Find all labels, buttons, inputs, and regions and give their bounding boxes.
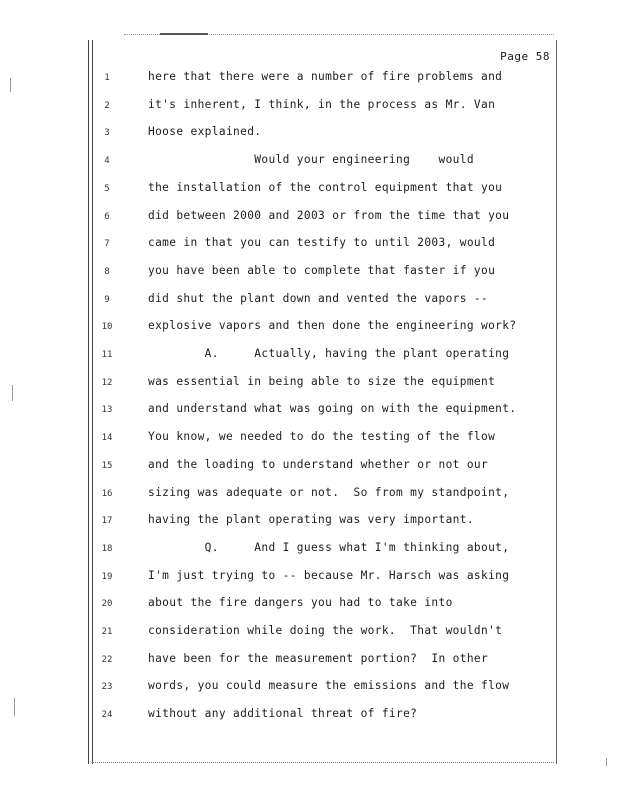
line-number: 24 bbox=[101, 710, 113, 721]
transcript-line bbox=[0, 679, 618, 699]
line-text: here that there were a number of fire problems and bbox=[148, 70, 503, 83]
transcript-line bbox=[0, 236, 618, 256]
line-number: 21 bbox=[101, 627, 113, 637]
transcript-line bbox=[0, 98, 618, 118]
transcript-line bbox=[0, 569, 618, 589]
line-text: did between 2000 and 2003 or from the time that you bbox=[148, 208, 510, 222]
transcript-line bbox=[0, 209, 618, 229]
transcript-line bbox=[0, 292, 618, 312]
line-text: was essential in being able to size the equipment bbox=[148, 374, 496, 388]
line-text: I'm just trying to -- because Mr. Harsch was asking bbox=[148, 568, 510, 582]
transcript-line bbox=[0, 596, 618, 616]
transcript-line bbox=[0, 486, 618, 506]
transcript-line bbox=[0, 652, 618, 672]
line-number: 14 bbox=[101, 433, 113, 444]
line-number: 12 bbox=[101, 377, 113, 388]
transcript-line bbox=[0, 707, 618, 727]
scan-speck bbox=[606, 758, 607, 766]
line-text: came in that you can testify to until 2003, would bbox=[148, 236, 496, 250]
transcript-line bbox=[0, 430, 618, 450]
line-number: 15 bbox=[101, 460, 113, 471]
line-text: sizing was adequate or not. So from my standpoint, bbox=[148, 485, 510, 499]
line-text: You know, we needed to do the testing of the flow bbox=[148, 430, 496, 444]
line-number: 16 bbox=[101, 488, 113, 499]
line-number: 20 bbox=[101, 599, 113, 610]
line-text: explosive vapors and then done the engineering work? bbox=[148, 319, 517, 333]
transcript-line bbox=[0, 513, 618, 533]
line-number: 1 bbox=[104, 73, 110, 83]
page-number: Page 58 bbox=[500, 50, 550, 63]
line-text: did shut the plant down and vented the vapors -- bbox=[148, 291, 489, 305]
line-text: and the loading to understand whether or not our bbox=[148, 457, 489, 471]
line-text: without any additional threat of fire? bbox=[148, 707, 418, 721]
transcript-line bbox=[0, 347, 618, 367]
line-text: words, you could measure the emissions and the flow bbox=[148, 679, 510, 693]
line-text: Q. And I guess what I'm thinking about, bbox=[148, 540, 510, 554]
transcript-line bbox=[0, 458, 618, 478]
line-number: 5 bbox=[104, 183, 110, 194]
line-number: 22 bbox=[101, 654, 113, 665]
header-mark bbox=[160, 33, 208, 35]
line-number: 23 bbox=[101, 682, 113, 693]
line-text: about the fire dangers you had to take into bbox=[148, 596, 453, 610]
line-text: A. Actually, having the plant operating bbox=[148, 347, 510, 360]
line-text: having the plant operating was very important. bbox=[148, 513, 474, 527]
line-number: 18 bbox=[101, 543, 113, 554]
line-number: 19 bbox=[101, 571, 113, 582]
line-number: 8 bbox=[104, 266, 110, 277]
line-text: consideration while doing the work. That wouldn't bbox=[148, 624, 503, 637]
transcript-line bbox=[0, 125, 618, 145]
line-number: 3 bbox=[104, 128, 110, 139]
line-number: 2 bbox=[104, 100, 110, 111]
line-number: 10 bbox=[101, 322, 113, 333]
transcript-line bbox=[0, 402, 618, 422]
line-text: and understand what was going on with the equipment. bbox=[148, 402, 517, 416]
transcript-line bbox=[0, 181, 618, 201]
line-text: have been for the measurement portion? In other bbox=[148, 651, 489, 665]
line-number: 7 bbox=[104, 239, 110, 250]
line-number: 4 bbox=[104, 156, 110, 167]
line-text: it's inherent, I think, in the process as Mr. Van bbox=[148, 97, 496, 111]
line-number: 13 bbox=[101, 405, 113, 416]
transcript-line bbox=[0, 153, 618, 173]
line-text: Would your engineering would bbox=[148, 153, 474, 167]
transcript-line bbox=[0, 624, 618, 644]
transcript-line bbox=[0, 70, 618, 90]
line-number: 11 bbox=[101, 350, 113, 360]
line-text: the installation of the control equipment that you bbox=[148, 180, 503, 194]
line-text: you have been able to complete that faster if you bbox=[148, 263, 496, 277]
transcript-line bbox=[0, 375, 618, 395]
footer-rule bbox=[92, 762, 554, 763]
line-number: 6 bbox=[104, 211, 110, 222]
transcript-line bbox=[0, 541, 618, 561]
line-number: 9 bbox=[104, 294, 110, 305]
transcript-line bbox=[0, 264, 618, 284]
transcript-line bbox=[0, 319, 618, 339]
line-text: Hoose explained. bbox=[148, 125, 262, 139]
line-number: 17 bbox=[101, 516, 113, 527]
